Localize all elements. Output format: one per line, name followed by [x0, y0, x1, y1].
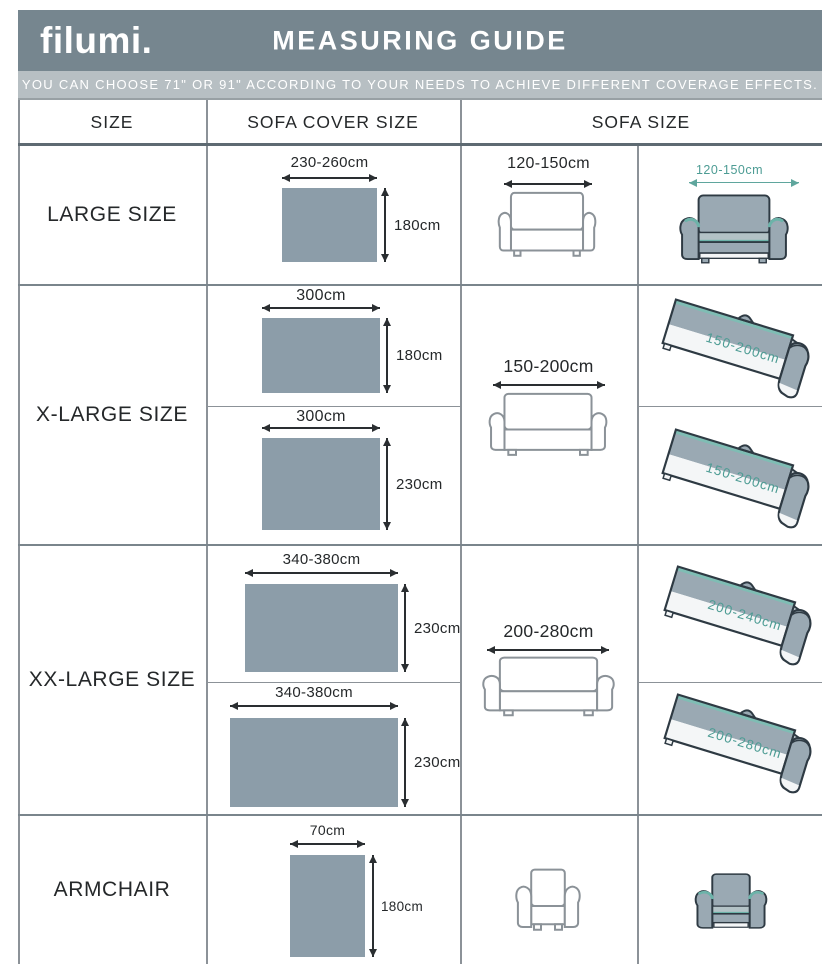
- teal-h-dimension-arrow-icon: [689, 182, 799, 183]
- v-dimension-arrow-icon: [386, 438, 388, 530]
- column-header-sofa-cover-size: SOFA COVER SIZE: [247, 111, 419, 132]
- cover-width-label: 70cm: [309, 822, 346, 838]
- cover-height-label: 230cm: [396, 475, 443, 493]
- cover-illustration-width-label: 150-200cm: [704, 459, 782, 497]
- h-dimension-arrow-icon: [245, 572, 398, 574]
- header-bar: [18, 10, 822, 71]
- h-dimension-arrow-icon: [504, 183, 592, 185]
- sofa-width-label: 120-150cm: [507, 155, 590, 172]
- cover-rectangle: [245, 584, 398, 672]
- h-dimension-arrow-icon: [282, 177, 377, 179]
- v-dimension-arrow-icon: [404, 718, 406, 807]
- grid-line: [460, 100, 462, 964]
- cover-rectangle: [230, 718, 398, 807]
- sofa-cover-illustration-icon: [675, 191, 793, 265]
- sofa-outline-icon: [484, 390, 612, 460]
- row-label-large: LARGE SIZE: [47, 202, 177, 226]
- cover-illustration-width-label: 150-200cm: [704, 329, 782, 367]
- armchair-outline-icon: [513, 864, 583, 934]
- grid-line: [637, 145, 639, 964]
- h-dimension-arrow-icon: [493, 384, 605, 386]
- v-dimension-arrow-icon: [372, 855, 374, 957]
- row-label-xx-large: XX-LARGE SIZE: [28, 667, 196, 691]
- v-dimension-arrow-icon: [386, 318, 388, 393]
- subtitle-banner: YOU CAN CHOOSE 71" OR 91" ACCORDING TO YOUR NEEDS TO ACHIEVE DIFFERENT COVERAGE EFFECTS.: [18, 71, 822, 100]
- cover-rectangle: [262, 318, 380, 393]
- cover-width-label: 340-380cm: [275, 684, 353, 701]
- h-dimension-arrow-icon: [262, 427, 380, 429]
- sofa-outline-icon: [494, 189, 600, 261]
- grid-line: [637, 682, 822, 683]
- cover-illustration-width-label: 120-150cm: [695, 163, 764, 177]
- v-dimension-arrow-icon: [384, 188, 386, 262]
- cover-illustration-width-label: 200-240cm: [706, 596, 784, 634]
- cover-rectangle: [290, 855, 365, 957]
- row-label-x-large: X-LARGE SIZE: [36, 402, 188, 426]
- cover-rectangle: [262, 438, 380, 530]
- cover-height-label: 230cm: [414, 619, 461, 637]
- cover-width-label: 300cm: [296, 408, 346, 425]
- cover-width-label: 340-380cm: [282, 551, 361, 568]
- v-dimension-arrow-icon: [404, 584, 406, 672]
- h-dimension-arrow-icon: [290, 843, 365, 845]
- cover-height-label: 230cm: [414, 754, 461, 771]
- cover-height-label: 180cm: [394, 216, 441, 234]
- cover-height-label: 180cm: [381, 898, 424, 914]
- column-header-sofa-size: SOFA SIZE: [591, 111, 691, 132]
- cover-width-label: 300cm: [296, 287, 346, 304]
- grid-line: [206, 100, 208, 964]
- page-title: MEASURING GUIDE: [272, 25, 568, 55]
- grid-line: [637, 406, 822, 407]
- grid-line: [207, 682, 460, 683]
- cover-width-label: 230-260cm: [290, 154, 369, 171]
- cover-illustration-width-label: 200-280cm: [706, 724, 784, 762]
- column-header-size: SIZE: [90, 111, 134, 132]
- brand-logo: filumi.: [40, 19, 153, 61]
- grid-line: [207, 406, 460, 407]
- cover-rectangle: [282, 188, 377, 262]
- sofa-outline-icon: [477, 654, 620, 720]
- row-label-armchair: ARMCHAIR: [53, 878, 171, 901]
- cover-height-label: 180cm: [396, 347, 443, 364]
- sofa-width-label: 150-200cm: [503, 356, 594, 376]
- h-dimension-arrow-icon: [262, 307, 380, 309]
- armchair-cover-illustration-icon: [692, 869, 770, 933]
- sofa-width-label: 200-280cm: [503, 621, 594, 641]
- h-dimension-arrow-icon: [487, 649, 609, 651]
- h-dimension-arrow-icon: [230, 705, 398, 707]
